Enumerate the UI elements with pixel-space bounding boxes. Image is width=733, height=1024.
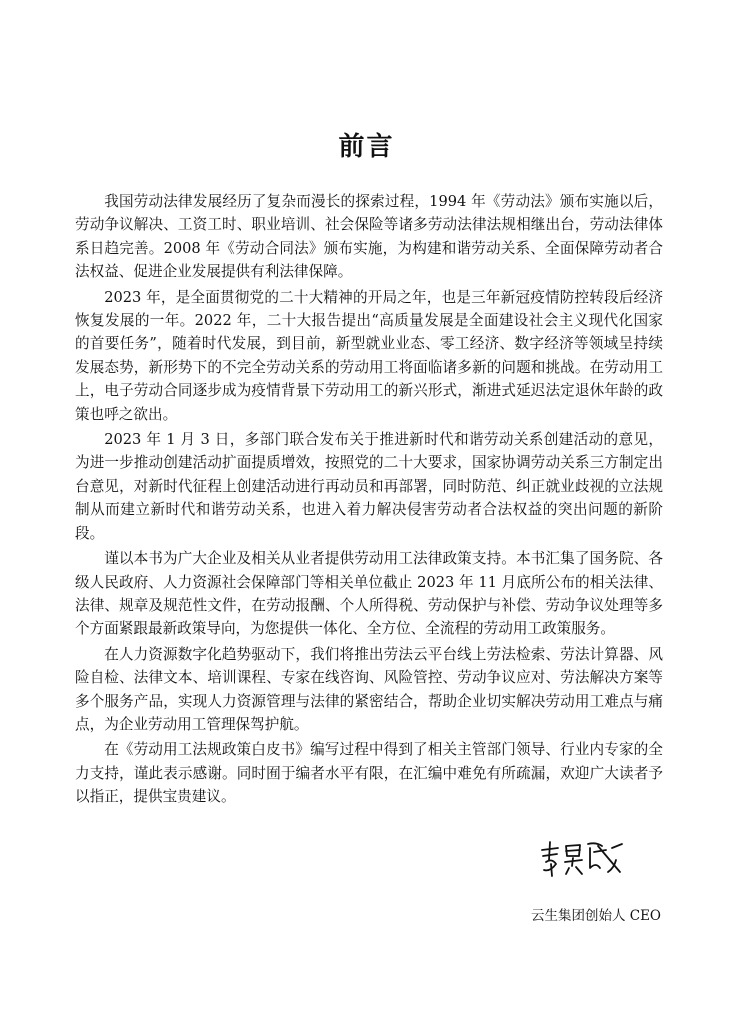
- paragraph-2: 2023 年，是全面贯彻党的二十大精神的开局之年，也是三年新冠疫情防控转段后经济恢复发展的一年。2022 年，二十大报告提出“高质量发展是全面建设社会主义现代化国家的首要任务”，随着时代发展，到目前，新型就业业态、零工经济、数字经济等领域呈持续发展态势，新形势下的不完全劳动关系的劳动用工将面临诸多新的问题和挑战。在劳动用工上，电子劳动合同逐步成为疫情背景下劳动用工的新兴形式，渐进式延迟法定退休年龄的政策也呼之欲出。: [75, 288, 663, 423]
- paragraph-6: 在《劳动用工法规政策白皮书》编写过程中得到了相关主管部门领导、行业内专家的全力支持，谨此表示感谢。同时囿于编者水平有限，在汇编中难免有所疏漏，欢迎广大读者予以指正，提供宝贵建议。: [75, 741, 663, 806]
- preface-body: [75, 190, 663, 811]
- signer-title: 云生集团创始人 CEO: [530, 908, 661, 924]
- paragraph-4: 谨以本书为广大企业及相关从业者提供劳动用工法律政策支持。本书汇集了国务院、各级人民政府、人力资源社会保障部门等相关单位截止 2023 年 11 月底所公布的相关法律、法律、规章及规范性文件，在劳动报酬、个人所得税、劳动保护与补偿、劳动争议处理等多个方面紧跟最新政策导向，为您提供一体化、全方位、全流程的劳动用工政策服务。: [75, 550, 663, 638]
- paragraph-1: 我国劳动法律发展经历了复杂而漫长的探索过程，1994 年《劳动法》颁布实施以后，劳动争议解决、工资工时、职业培训、社会保险等诸多劳动法律法规相继出台，劳动法律体系日趋完善。2008 年《劳动合同法》颁布实施，为构建和谐劳动关系、全面保障劳动者合法权益、促进企业发展提供有利法律保障。: [75, 193, 663, 281]
- handwritten-signature: [536, 838, 628, 878]
- paragraph-5: 在人力资源数字化趋势驱动下，我们将推出劳法云平台线上劳法检索、劳法计算器、风险自检、法律文本、培训课程、专家在线咨询、风险管控、劳动争议应对、劳法解决方案等多个服务产品，实现人力资源管理与法律的紧密结合，帮助企业切实解决劳动用工难点与痛点，为企业劳动用工管理保驾护航。: [75, 645, 663, 733]
- page-title: 前言: [338, 132, 395, 162]
- signature-image: [536, 838, 628, 878]
- paragraph-3: 2023 年 1 月 3 日，多部门联合发布关于推进新时代和谐劳动关系创建活动的意见，为进一步推动创建活动扩面提质增效，按照党的二十大要求，国家协调劳动关系三方制定出台意见，对新时代征程上创建活动进行再动员和再部署，同时防范、纠正就业歧视的立法规制从而建立新时代和谐劳动关系，也进入着力解决侵害劳动者合法权益的突出问题的新阶段。: [75, 431, 663, 542]
